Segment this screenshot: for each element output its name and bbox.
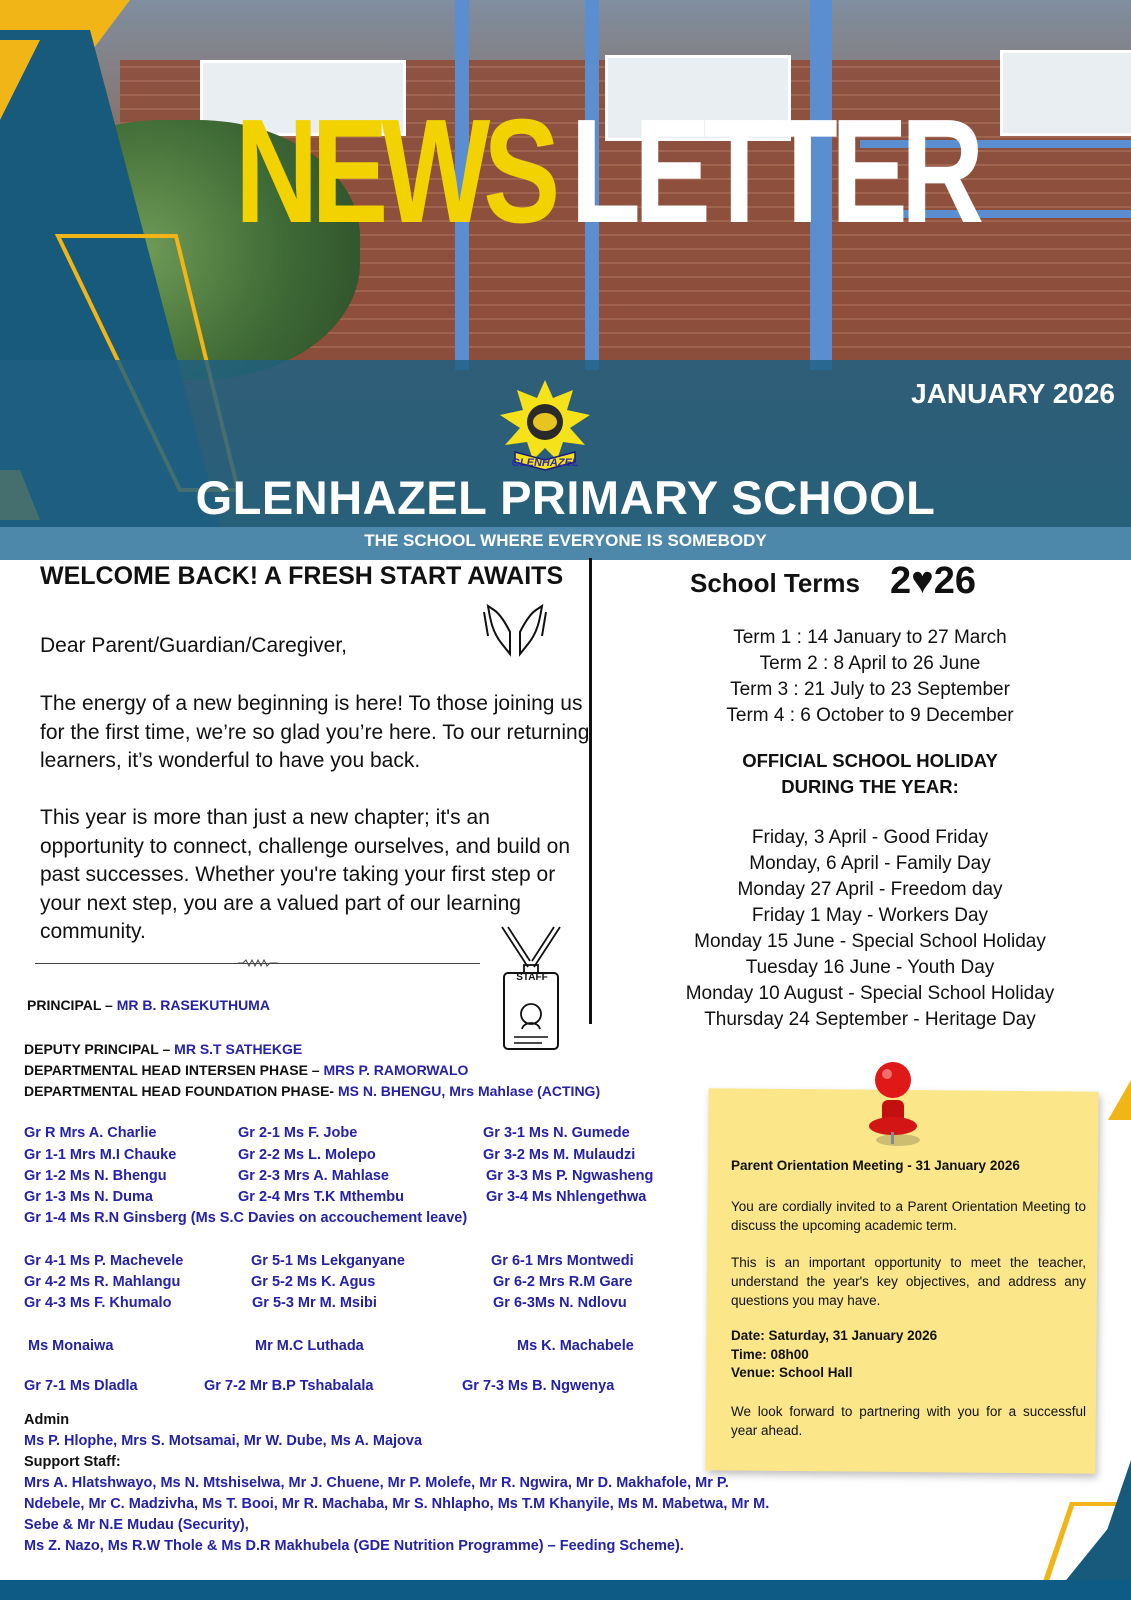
teacher: Gr 3-3 Ms P. Ngwasheng <box>486 1168 654 1184</box>
term-item: Term 2 : 8 April to 26 June <box>759 653 981 674</box>
teacher: Gr 4-2 Ms R. Mahlangu <box>24 1274 181 1290</box>
principal-name: MR B. RASEKUTHUMA <box>116 997 270 1013</box>
teacher: Gr 6-2 Mrs R.M Gare <box>493 1274 633 1290</box>
staff-badge-icon <box>498 925 566 1053</box>
orientation-title: Parent Orientation Meeting - 31 January 2026 <box>731 1158 1020 1173</box>
footer-bar <box>0 1580 1131 1600</box>
teacher: Gr 3-2 Ms M. Mulaudzi <box>483 1147 636 1163</box>
support-names: Ndebele, Mr C. Madzivha, Ms T. Booi, Mr R. Machaba, Mr S. Nhlapho, Ms T.M Khanyile, Ms M. Mabetwa, Mr M. <box>24 1496 770 1512</box>
separator-ornament <box>238 958 278 968</box>
feeding-scheme-names: Ms Z. Nazo, Ms R.W Thole & Ms D.R Makhubela (GDE Nutrition Programme) – Feeding Scheme). <box>24 1538 684 1554</box>
holiday-item: Monday 15 June - Special School Holiday <box>694 931 1046 952</box>
decorative-corner-shapes <box>990 1060 1131 1600</box>
terms-year: 2♥26 <box>890 560 976 602</box>
holiday-item: Monday 10 August - Special School Holiday <box>685 983 1055 1004</box>
term-item: Term 3 : 21 July to 23 September <box>730 679 1010 700</box>
teacher: Gr 6-1 Mrs Montwedi <box>491 1253 634 1269</box>
teacher: Gr 1-2 Ms N. Bhengu <box>24 1168 167 1184</box>
teacher: Gr 7-2 Mr B.P Tshabalala <box>204 1378 374 1394</box>
teacher: Gr 5-1 Ms Lekganyane <box>251 1253 405 1269</box>
teacher: Gr 2-4 Mrs T.K Mthembu <box>238 1189 404 1205</box>
school-terms-heading: School Terms <box>690 568 861 598</box>
teacher: Gr 2-3 Mrs A. Mahlase <box>238 1168 389 1184</box>
teacher: Gr 2-1 Ms F. Jobe <box>238 1125 358 1141</box>
title-letter: LETTER <box>570 89 978 254</box>
holiday-item: Friday 1 May - Workers Day <box>751 905 989 926</box>
holiday-item: Tuesday 16 June - Youth Day <box>745 957 995 978</box>
teacher: Mr M.C Luthada <box>255 1338 364 1354</box>
support-names: Sebe & Mr N.E Mudau (Security), <box>24 1517 249 1533</box>
support-label: Support Staff: <box>24 1454 121 1470</box>
admin-names: Ms P. Hlophe, Mrs S. Motsamai, Mr W. Dube, Ms A. Majova <box>24 1433 423 1449</box>
newsletter-title <box>235 89 978 254</box>
holiday-heading: DURING THE YEAR: <box>781 776 959 797</box>
orientation-closing: We look forward to partnering with you for a successful year ahead. <box>731 1404 1086 1438</box>
teacher: Ms Monaiwa <box>28 1338 114 1354</box>
issue-date: JANUARY 2026 <box>911 378 1115 409</box>
teacher: Gr 7-1 Ms Dladla <box>24 1378 138 1394</box>
school-motto: THE SCHOOL WHERE EVERYONE IS SOMEBODY <box>364 531 767 550</box>
teacher: Gr 4-3 Ms F. Khumalo <box>24 1295 172 1311</box>
dh-intersen-label: DEPARTMENTAL HEAD INTERSEN PHASE – <box>24 1062 324 1078</box>
dh-intersen-name: MRS P. RAMORWALO <box>323 1062 469 1078</box>
welcome-heading: WELCOME BACK! A FRESH START AWAITS <box>40 562 564 590</box>
term-item: Term 1 : 14 January to 27 March <box>733 627 1007 648</box>
dh-intersen-row <box>24 1062 468 1078</box>
support-names: Mrs A. Hlatshwayo, Ms N. Mtshiselwa, Mr J. Chuene, Mr P. Molefe, Mr R. Ngwira, Mr D. Makhafole, Mr P. <box>24 1475 729 1491</box>
teacher: Ms K. Machabele <box>517 1338 634 1354</box>
orientation-venue: Venue: School Hall <box>731 1365 853 1380</box>
teacher: Gr 6-3Ms N. Ndlovu <box>493 1295 627 1311</box>
holiday-item: Monday 27 April - Freedom day <box>737 879 1003 900</box>
welcome-paragraph-2: This year is more than just a new chapter; it's an opportunity to connect, challenge ourselves, and build on past successes. Whether you're taking your first step or your next step, you are a valued part of our learning community. <box>40 806 571 944</box>
deputy-label: DEPUTY PRINCIPAL – <box>24 1041 175 1057</box>
crest-label: GLENHAZEL <box>511 457 579 469</box>
orientation-invite: You are cordially invited to a Parent Orientation Meeting to discuss the upcoming academic term. <box>731 1199 1086 1233</box>
column-divider <box>589 558 592 1024</box>
deputy-name: MR S.T SATHEKGE <box>174 1041 303 1057</box>
push-pin-icon <box>858 1060 928 1150</box>
teacher: Gr 7-3 Ms B. Ngwenya <box>462 1378 615 1394</box>
hero-banner <box>0 0 1131 560</box>
principal-label: PRINCIPAL – <box>27 997 117 1013</box>
window <box>1000 50 1131 136</box>
orientation-details: This is an important opportunity to meet the teacher, understand the year's key objectives, and address any questions you may have. <box>731 1255 1086 1308</box>
teacher: Gr 1-3 Ms N. Duma <box>24 1189 153 1205</box>
term-item: Term 4 : 6 October to 9 December <box>726 705 1014 726</box>
teacher: Gr 4-1 Ms P. Machevele <box>24 1253 184 1269</box>
teacher: Gr 5-2 Ms K. Agus <box>251 1274 376 1290</box>
teacher: Gr 3-1 Ms N. Gumede <box>483 1125 630 1141</box>
open-hands-icon <box>480 602 550 660</box>
deputy-row <box>24 1041 302 1057</box>
welcome-paragraph-1: The energy of a new beginning is here! To those joining us for the first time, we’re so glad you’re here. To our returning learners, it’s wonderful to have you back. <box>40 692 590 773</box>
holiday-item: Friday, 3 April - Good Friday <box>751 827 989 848</box>
orientation-date: Date: Saturday, 31 January 2026 <box>731 1328 938 1343</box>
teacher: Gr 1-1 Mrs M.I Chauke <box>24 1147 177 1163</box>
dh-foundation-label: DEPARTMENTAL HEAD FOUNDATION PHASE- <box>24 1083 338 1099</box>
dh-foundation-name: MS N. BHENGU, Mrs Mahlase (ACTING) <box>337 1083 601 1099</box>
teacher: Gr 3-4 Ms Nhlengethwa <box>486 1189 647 1205</box>
holiday-item: Monday, 6 April - Family Day <box>749 853 991 874</box>
orientation-time: Time: 08h00 <box>731 1347 809 1362</box>
holiday-item: Thursday 24 September - Heritage Day <box>704 1009 1036 1030</box>
admin-label: Admin <box>24 1412 70 1428</box>
teacher: Gr R Mrs A. Charlie <box>24 1125 157 1141</box>
title-news: NEWS <box>235 89 554 254</box>
staff-badge-label: STAFF <box>516 972 548 983</box>
dh-foundation-row <box>24 1083 600 1099</box>
teacher: Gr 2-2 Ms L. Molepo <box>238 1147 376 1163</box>
teacher: Gr 1-4 Ms R.N Ginsberg (Ms S.C Davies on accouchement leave) <box>24 1210 468 1226</box>
principal-row <box>27 997 270 1013</box>
greeting: Dear Parent/Guardian/Caregiver, <box>40 634 347 657</box>
holiday-heading: OFFICIAL SCHOOL HOLIDAY <box>742 750 998 771</box>
school-name: GLENHAZEL PRIMARY SCHOOL <box>195 471 936 524</box>
teacher: Gr 5-3 Mr M. Msibi <box>252 1295 377 1311</box>
